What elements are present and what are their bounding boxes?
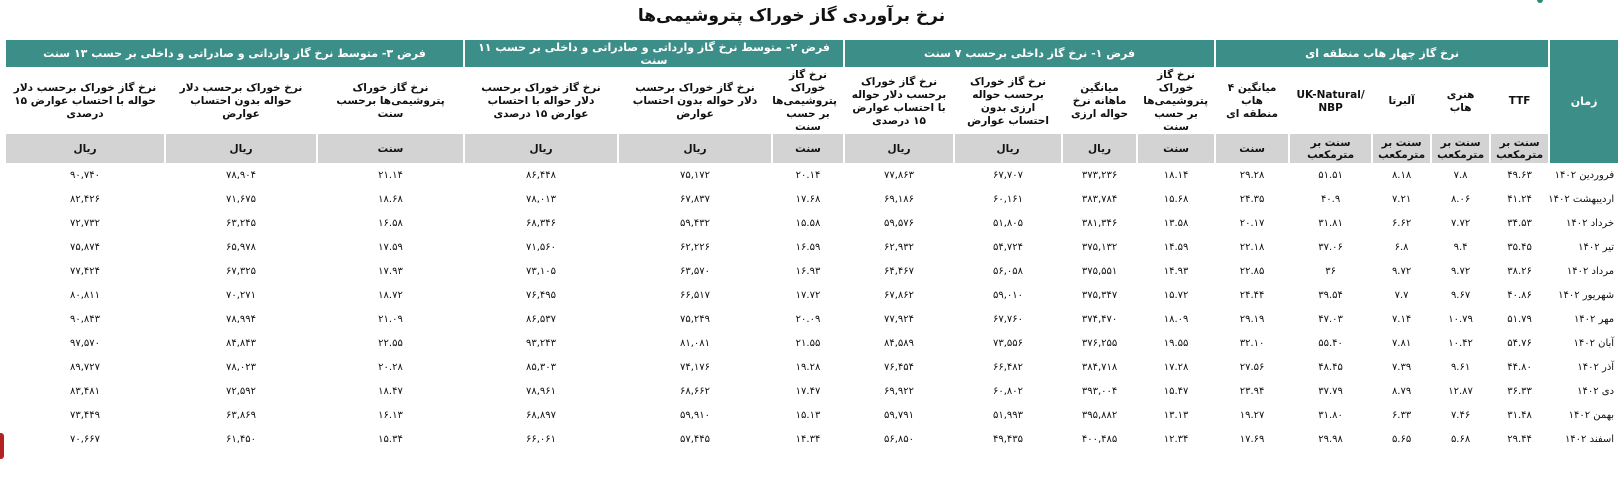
value-cell: ۶۸,۳۴۶ — [525, 217, 557, 229]
value-cell: ۳۴.۵۳ — [1507, 217, 1532, 229]
value-cell: ۷۸,۰۱۳ — [525, 193, 557, 205]
column-header: آلبرتا — [1373, 67, 1430, 134]
value-cell: ۶۲,۲۲۶ — [679, 241, 711, 253]
value-cell: ۳۷۵,۱۳۲ — [1081, 241, 1118, 253]
value-cell: ۲۰.۱۷ — [1239, 217, 1265, 229]
row-date-cell: شهریور ۱۴۰۲ — [1558, 289, 1615, 301]
value-cell: ۷۳,۵۵۶ — [993, 337, 1024, 349]
value-cell: ۶۲,۹۳۲ — [884, 241, 915, 253]
value-cell: ۲۰.۲۸ — [378, 361, 403, 373]
row-date-cell: آذر ۱۴۰۲ — [1577, 361, 1615, 373]
group-header-regional-hubs: نرخ گاز چهار هاب منطقه ای — [1216, 40, 1548, 67]
value-cell: ۹۰,۷۴۰ — [69, 169, 101, 181]
value-cell: ۸۰,۸۱۱ — [69, 289, 101, 301]
value-cell: ۱۴.۵۹ — [1163, 241, 1189, 253]
value-cell: ۵.۶۵ — [1391, 433, 1412, 445]
value-cell: ۵۷,۴۴۵ — [679, 433, 711, 445]
unit-header: ریال — [845, 134, 953, 163]
value-cell: ۳۷۶,۲۵۵ — [1081, 337, 1118, 349]
value-cell: ۷۲,۵۹۲ — [225, 385, 257, 397]
value-cell: ۵۵.۴۰ — [1318, 337, 1343, 349]
value-cell: ۱۸.۰۹ — [1163, 313, 1189, 325]
value-cell: ۵.۶۸ — [1450, 433, 1471, 445]
value-cell: ۷۴,۱۷۶ — [679, 361, 711, 373]
value-cell: ۳۷.۰۶ — [1318, 241, 1343, 253]
value-cell: ۲۹.۲۸ — [1239, 169, 1265, 181]
value-cell: ۱۹.۲۸ — [795, 361, 821, 373]
value-cell: ۵۹,۴۳۲ — [679, 217, 711, 229]
value-cell: ۷۶,۴۹۵ — [525, 289, 557, 301]
value-cell: ۷۲,۷۳۲ — [69, 217, 101, 229]
unit-header: ریال — [1063, 134, 1136, 163]
value-cell: ۶۰,۱۶۱ — [993, 193, 1024, 205]
table-row — [6, 355, 1618, 379]
group-header-assumption-2: فرض ۲- متوسط نرخ گاز وارداتی و صادراتی و داخلی بر حسب ۱۱ سنت — [465, 40, 843, 67]
column-header: میانگین ۴ هاب منطقه ای — [1216, 67, 1288, 134]
value-cell: ۱۰.۴۲ — [1448, 337, 1473, 349]
value-cell: ۴۷.۰۳ — [1318, 313, 1343, 325]
value-cell: ۹.۷۲ — [1450, 265, 1471, 277]
table-row — [6, 187, 1618, 211]
value-cell: ۷۸,۰۲۳ — [225, 361, 257, 373]
value-cell: ۱۴.۳۴ — [795, 433, 821, 445]
value-cell: ۲۹.۱۹ — [1239, 313, 1265, 325]
value-cell: ۳۱.۸۰ — [1318, 409, 1343, 421]
value-cell: ۲۰.۰۹ — [795, 313, 821, 325]
value-cell: ۱۸.۴۷ — [378, 385, 403, 397]
value-cell: ۳۶.۳۳ — [1507, 385, 1532, 397]
value-cell: ۲۱.۰۹ — [378, 313, 403, 325]
value-cell: ۵۱.۵۱ — [1318, 169, 1343, 181]
value-cell: ۶۶,۵۱۷ — [679, 289, 711, 301]
column-header-zaman: زمان — [1550, 40, 1618, 163]
value-cell: ۱۷.۷۲ — [795, 289, 821, 301]
page-title: نرخ برآوردی گاز خوراک پتروشیمی‌ها — [637, 6, 946, 26]
value-cell: ۱۵.۶۸ — [1163, 193, 1189, 205]
table-row — [6, 163, 1618, 187]
value-cell: ۱۷.۵۹ — [378, 241, 403, 253]
value-cell: ۳۷۵,۵۵۱ — [1081, 265, 1118, 277]
value-cell: ۴۱.۲۴ — [1507, 193, 1532, 205]
unit-header: ریال — [166, 134, 316, 163]
unit-header: ریال — [6, 134, 164, 163]
value-cell: ۳۸.۲۶ — [1507, 265, 1532, 277]
unit-header: سنت بر مترمکعب — [1373, 134, 1430, 163]
column-header: هنری هاب — [1432, 67, 1489, 134]
value-cell: ۷۸,۹۰۴ — [225, 169, 257, 181]
table-row — [6, 211, 1618, 235]
value-cell: ۵۴.۷۶ — [1507, 337, 1532, 349]
value-cell: ۶۷,۸۳۷ — [679, 193, 711, 205]
value-cell: ۸۳,۴۸۱ — [69, 385, 101, 397]
value-cell: ۶۳,۲۴۵ — [225, 217, 257, 229]
table-row — [6, 331, 1618, 355]
value-cell: ۶۷,۸۶۲ — [884, 289, 915, 301]
value-cell: ۸۴,۸۴۳ — [225, 337, 257, 349]
value-cell: ۹۷,۵۷۰ — [69, 337, 101, 349]
value-cell: ۶۰,۸۰۲ — [993, 385, 1024, 397]
value-cell: ۱۷.۶۹ — [1239, 433, 1265, 445]
row-date-cell: خرداد ۱۴۰۲ — [1566, 217, 1615, 229]
table-row — [6, 379, 1618, 403]
value-cell: ۷.۲۱ — [1391, 193, 1412, 205]
group-header-assumption-3: فرض ۳- متوسط نرخ گاز وارداتی و صادراتی و داخلی بر حسب ۱۳ سنت — [6, 40, 463, 67]
row-date-cell: فروردین ۱۴۰۲ — [1554, 169, 1615, 181]
value-cell: ۵۱.۷۹ — [1507, 313, 1532, 325]
value-cell: ۷.۱۴ — [1391, 313, 1412, 325]
value-cell: ۲۴.۳۵ — [1239, 193, 1265, 205]
value-cell: ۳۶ — [1325, 265, 1336, 277]
unit-header: سنت بر مترمکعب — [1432, 134, 1489, 163]
unit-header: سنت — [773, 134, 843, 163]
value-cell: ۱۳.۵۸ — [1163, 217, 1189, 229]
column-header: نرخ گاز خوراک برحسب دلار حواله با احتساب عوارض ۱۵ درصدی — [6, 67, 164, 134]
value-cell: ۱۲.۸۷ — [1448, 385, 1473, 397]
value-cell: ۳۸۳,۷۸۴ — [1081, 193, 1118, 205]
row-date-cell: مهر ۱۴۰۲ — [1573, 313, 1615, 325]
value-cell: ۷.۳۹ — [1391, 361, 1412, 373]
group-header-assumption-1: فرض ۱- نرخ گاز داخلی برحسب ۷ سنت — [845, 40, 1214, 67]
corner-accent — [1537, 0, 1543, 3]
row-date-cell: آبان ۱۴۰۲ — [1573, 337, 1615, 349]
value-cell: ۳۷۵,۳۴۷ — [1081, 289, 1118, 301]
value-cell: ۷۵,۱۷۲ — [679, 169, 711, 181]
value-cell: ۳۹۳,۰۰۴ — [1081, 385, 1118, 397]
value-cell: ۱۷.۶۸ — [795, 193, 821, 205]
value-cell: ۷.۷۲ — [1450, 217, 1471, 229]
value-cell: ۲۲.۵۵ — [378, 337, 403, 349]
value-cell: ۸۶,۴۴۸ — [525, 169, 557, 181]
column-header: نرخ گاز خوراک پتروشیمی‌ها بر حسب سنت — [773, 67, 843, 134]
row-date-cell: تیر ۱۴۰۲ — [1578, 241, 1615, 253]
value-cell: ۹.۴ — [1453, 241, 1468, 253]
value-cell: ۲۳.۹۴ — [1239, 385, 1265, 397]
value-cell: ۱۹.۵۵ — [1163, 337, 1189, 349]
value-cell: ۶۶,۰۶۱ — [525, 433, 557, 445]
value-cell: ۲۰.۱۴ — [795, 169, 821, 181]
value-cell: ۷.۴۶ — [1450, 409, 1471, 421]
table-row — [6, 259, 1618, 283]
value-cell: ۴۹.۶۳ — [1507, 169, 1532, 181]
value-cell: ۷۱,۵۶۰ — [525, 241, 557, 253]
value-cell: ۴۰.۸۶ — [1507, 289, 1532, 301]
value-cell: ۷۵,۲۴۹ — [679, 313, 711, 325]
value-cell: ۵۶,۸۵۰ — [884, 433, 915, 445]
value-cell: ۹.۶۷ — [1450, 289, 1471, 301]
value-cell: ۷۳,۱۰۵ — [525, 265, 557, 277]
unit-header: ریال — [465, 134, 617, 163]
value-cell: ۶۱,۴۵۰ — [225, 433, 257, 445]
value-cell: ۷۶,۴۵۴ — [884, 361, 915, 373]
column-header: TTF — [1491, 67, 1548, 134]
value-cell: ۱۴.۹۳ — [1163, 265, 1189, 277]
value-cell: ۱۸.۱۴ — [1163, 169, 1189, 181]
value-cell: ۲۹.۴۴ — [1507, 433, 1532, 445]
value-cell: ۶۳,۸۶۹ — [225, 409, 257, 421]
value-cell: ۹.۷۲ — [1391, 265, 1412, 277]
value-cell: ۵۹,۰۱۰ — [993, 289, 1024, 301]
value-cell: ۴۰۰,۴۸۵ — [1081, 433, 1118, 445]
value-cell: ۱۵.۴۷ — [1163, 385, 1189, 397]
value-cell: ۳۸۱,۳۴۶ — [1081, 217, 1118, 229]
value-cell: ۶۸,۸۹۷ — [525, 409, 557, 421]
value-cell: ۹۰,۸۴۳ — [69, 313, 101, 325]
table-row — [6, 307, 1618, 331]
value-cell: ۲۱.۱۴ — [378, 169, 403, 181]
value-cell: ۳۸۴,۷۱۸ — [1081, 361, 1118, 373]
value-cell: ۳۷.۷۹ — [1318, 385, 1343, 397]
row-date-cell: مرداد ۱۴۰۲ — [1566, 265, 1615, 277]
value-cell: ۲۱.۵۵ — [795, 337, 821, 349]
value-cell: ۶.۳۳ — [1391, 409, 1412, 421]
row-date-cell: بهمن ۱۴۰۲ — [1568, 409, 1615, 421]
column-header: نرخ گاز خوراک پتروشیمی‌ها بر حسب سنت — [1138, 67, 1214, 134]
value-cell: ۳۱.۴۸ — [1507, 409, 1532, 421]
value-cell: ۱۵.۱۳ — [795, 409, 821, 421]
value-cell: ۶۶,۴۸۲ — [993, 361, 1024, 373]
value-cell: ۲۴.۴۴ — [1239, 289, 1265, 301]
column-header: نرخ گاز خوراک پتروشیمی‌ها برحسب سنت — [318, 67, 463, 134]
row-date-cell: اسفند ۱۴۰۲ — [1564, 433, 1615, 445]
value-cell: ۳۷۳,۲۳۶ — [1081, 169, 1118, 181]
value-cell: ۶۷,۷۰۷ — [993, 169, 1024, 181]
value-cell: ۲۹.۹۸ — [1318, 433, 1343, 445]
table-row — [6, 235, 1618, 259]
column-header: نرخ گاز خوراک برحسب حواله ارزی بدون احتساب عوارض — [955, 67, 1061, 134]
value-cell: ۷۵,۸۷۴ — [69, 241, 101, 253]
value-cell: ۶۳,۵۷۰ — [679, 265, 711, 277]
value-cell: ۱۳.۱۳ — [1163, 409, 1189, 421]
value-cell: ۱۵.۷۲ — [1163, 289, 1189, 301]
value-cell: ۲۷.۵۶ — [1239, 361, 1265, 373]
value-cell: ۳۹.۵۴ — [1318, 289, 1343, 301]
value-cell: ۱۶.۵۸ — [378, 217, 403, 229]
value-cell: ۳۹۵,۸۸۲ — [1081, 409, 1118, 421]
value-cell: ۷۷,۸۶۳ — [884, 169, 915, 181]
value-cell: ۱۸.۶۸ — [378, 193, 403, 205]
value-cell: ۵۱,۹۹۳ — [993, 409, 1024, 421]
value-cell: ۳۷۴,۴۷۰ — [1081, 313, 1118, 325]
value-cell: ۶۵,۹۷۸ — [225, 241, 257, 253]
value-cell: ۵۱,۸۰۵ — [993, 217, 1024, 229]
value-cell: ۱۹.۲۷ — [1239, 409, 1265, 421]
value-cell: ۱۵.۳۴ — [378, 433, 403, 445]
column-header: نرخ گاز خوراک برحسب دلار حواله بدون احتساب عوارض — [619, 67, 771, 134]
value-cell: ۵۶,۰۵۸ — [993, 265, 1024, 277]
value-cell: ۴۰.۹ — [1320, 193, 1341, 205]
value-cell: ۴۸.۴۵ — [1318, 361, 1343, 373]
value-cell: ۹.۶۱ — [1450, 361, 1471, 373]
value-cell: ۷۸,۹۶۱ — [525, 385, 557, 397]
value-cell: ۱۶.۹۳ — [795, 265, 821, 277]
value-cell: ۸.۰۶ — [1450, 193, 1471, 205]
value-cell: ۶۸,۶۶۲ — [679, 385, 711, 397]
feed-gas-rate-table — [4, 40, 1620, 451]
value-cell: ۵۹,۹۱۰ — [679, 409, 711, 421]
value-cell: ۲۲.۸۵ — [1239, 265, 1265, 277]
unit-header: ریال — [955, 134, 1061, 163]
unit-header: سنت — [1216, 134, 1288, 163]
value-cell: ۹۳,۲۴۳ — [525, 337, 557, 349]
unit-header: سنت بر مترمکعب — [1491, 134, 1548, 163]
value-cell: ۷۸,۹۹۴ — [225, 313, 257, 325]
value-cell: ۶.۶۲ — [1391, 217, 1412, 229]
value-cell: ۱۶.۵۹ — [795, 241, 821, 253]
value-cell: ۳۱.۸۱ — [1318, 217, 1343, 229]
value-cell: ۱۷.۹۳ — [378, 265, 403, 277]
unit-header: سنت — [1138, 134, 1214, 163]
value-cell: ۸۹,۷۲۷ — [69, 361, 101, 373]
value-cell: ۷۰,۶۶۷ — [69, 433, 101, 445]
column-header: نرخ خوراک برحسب دلار حواله بدون احتساب عوارض — [166, 67, 316, 134]
value-cell: ۳۵.۴۵ — [1507, 241, 1532, 253]
value-cell: ۸۵,۳۰۳ — [525, 361, 557, 373]
value-cell: ۶۷,۷۶۰ — [993, 313, 1024, 325]
value-cell: ۷۰,۲۷۱ — [225, 289, 257, 301]
value-cell: ۲۲.۱۸ — [1239, 241, 1265, 253]
value-cell: ۶۷,۳۲۵ — [225, 265, 257, 277]
value-cell: ۸.۷۹ — [1391, 385, 1412, 397]
value-cell: ۶.۸ — [1394, 241, 1409, 253]
value-cell: ۱۶.۱۳ — [378, 409, 403, 421]
value-cell: ۵۴,۷۲۴ — [993, 241, 1024, 253]
value-cell: ۷۷,۹۲۴ — [884, 313, 915, 325]
value-cell: ۱۷.۲۸ — [1163, 361, 1189, 373]
unit-header: سنت بر مترمکعب — [1290, 134, 1371, 163]
column-header: نرخ گاز خوراک برحسب دلار حواله با احتساب عوارض ۱۵ درصدی — [465, 67, 617, 134]
value-cell: ۸۱,۰۸۱ — [679, 337, 711, 349]
value-cell: ۷.۸۱ — [1391, 337, 1412, 349]
row-date-cell: دی ۱۴۰۲ — [1577, 385, 1615, 397]
value-cell: ۷۷,۴۲۴ — [69, 265, 101, 277]
value-cell: ۸.۱۸ — [1391, 169, 1412, 181]
value-cell: ۱۷.۴۷ — [795, 385, 821, 397]
value-cell: ۶۹,۹۲۲ — [884, 385, 915, 397]
value-cell: ۷۱,۶۷۵ — [225, 193, 257, 205]
unit-header: سنت — [318, 134, 463, 163]
table-row — [6, 427, 1618, 451]
value-cell: ۸۶,۵۳۷ — [525, 313, 557, 325]
column-header: نرخ گاز خوراک برحسب دلار حواله با احتساب عوارض ۱۵ درصدی — [845, 67, 953, 134]
value-cell: ۴۹,۴۳۵ — [993, 433, 1024, 445]
value-cell: ۸۴,۵۸۹ — [884, 337, 915, 349]
value-cell: ۷۳,۴۴۹ — [69, 409, 101, 421]
column-header: UK-Natural/ NBP — [1290, 67, 1371, 134]
value-cell: ۶۴,۴۶۷ — [884, 265, 915, 277]
value-cell: ۱۰.۷۹ — [1448, 313, 1473, 325]
value-cell: ۱۸.۷۲ — [378, 289, 403, 301]
value-cell: ۴۴.۸۰ — [1507, 361, 1532, 373]
column-header: میانگین ماهانه نرخ حواله ارزی — [1063, 67, 1136, 134]
table-row — [6, 403, 1618, 427]
unit-header: ریال — [619, 134, 771, 163]
value-cell: ۷.۷ — [1394, 289, 1409, 301]
table-row — [6, 283, 1618, 307]
value-cell: ۸۲,۴۲۶ — [69, 193, 101, 205]
value-cell: ۶۹,۱۸۶ — [884, 193, 915, 205]
row-date-cell: اردیبهشت ۱۴۰۲ — [1548, 193, 1615, 205]
value-cell: ۱۲.۳۴ — [1163, 433, 1189, 445]
value-cell: ۵۹,۷۹۱ — [884, 409, 915, 421]
value-cell: ۵۹,۵۷۶ — [884, 217, 915, 229]
value-cell: ۷.۸ — [1453, 169, 1468, 181]
value-cell: ۱۵.۵۸ — [795, 217, 821, 229]
value-cell: ۳۲.۱۰ — [1239, 337, 1265, 349]
